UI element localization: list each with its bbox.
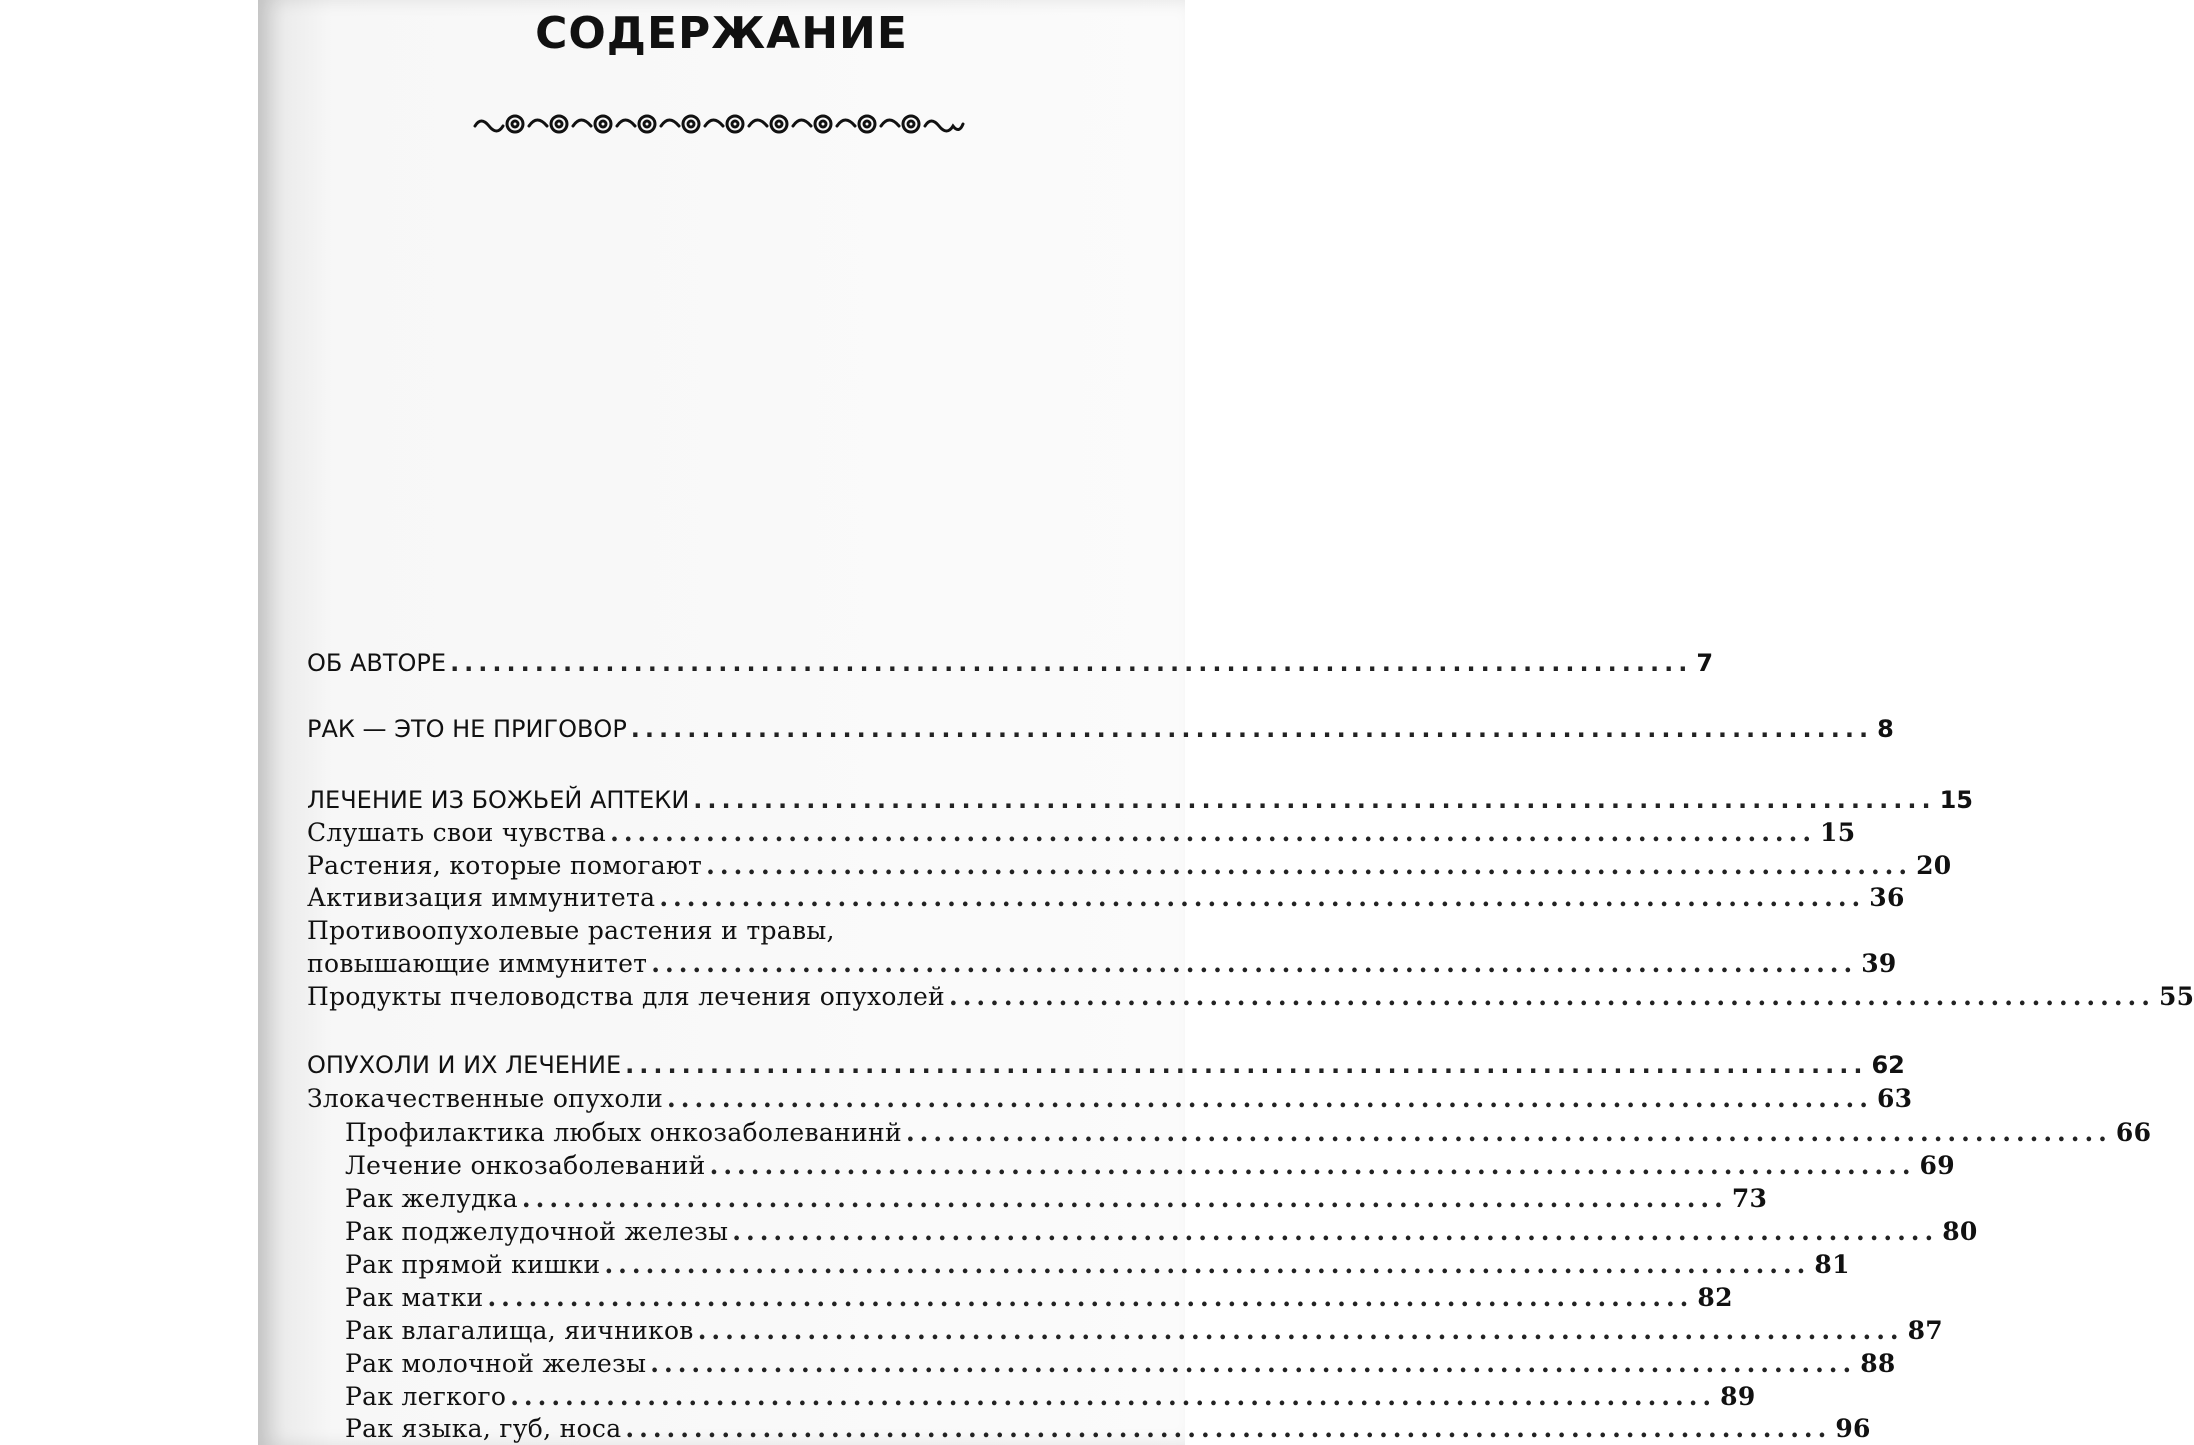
toc-entry-tumors-treatment[interactable]: ОПУХОЛИ И ИХ ЛЕЧЕНИЕ ........................................................................................ 62 (307, 1051, 1905, 1079)
page-title: СОДЕРЖАНИЕ (535, 8, 908, 59)
book-page (258, 0, 2194, 1445)
decorative-ornament (471, 104, 971, 144)
toc-entry-immunity-activation[interactable]: Активизация иммунитета ........................................................................................ 36 (307, 883, 1905, 912)
toc-entry-gods-pharmacy[interactable]: ЛЕЧЕНИЕ ИЗ БОЖЬЕЙ АПТЕКИ ........................................................................................ 15 (307, 786, 1974, 814)
toc-entry-about-author[interactable]: ОБ АВТОРЕ ........................................................................................ 7 (307, 649, 1714, 677)
toc-entry-breast-cancer[interactable]: Рак молочной железы ........................................................................................ 88 (345, 1349, 1896, 1378)
toc-entry-antitumor-plants-line1: Противоопухолевые растения и травы, (307, 916, 835, 945)
toc-entry-uterine-cancer[interactable]: Рак матки ........................................................................................ 82 (345, 1283, 1733, 1312)
toc-entry-rectal-cancer[interactable]: Рак прямой кишки ........................................................................................ 81 (345, 1250, 1850, 1279)
toc-entry-malignant-tumors[interactable]: Злокачественные опухоли ........................................................................................ 63 (307, 1084, 1913, 1113)
toc-entry-prevention[interactable]: Профилактика любых онкозаболеванинй ........................................................................................ 66 (345, 1118, 2152, 1147)
toc-entry-helpful-plants[interactable]: Растения, которые помогают ........................................................................................ 20 (307, 851, 1952, 880)
toc-entry-pancreatic-cancer[interactable]: Рак поджелудочной железы ........................................................................................ 80 (345, 1217, 1978, 1246)
toc-entry-antitumor-plants[interactable]: повышающие иммунитет ........................................................................................ 39 (307, 949, 1897, 978)
toc-entry-vaginal-ovarian-cancer[interactable]: Рак влагалища, яичников ........................................................................................ 87 (345, 1316, 1943, 1345)
toc-entry-listen-feelings[interactable]: Слушать свои чувства ........................................................................................ 15 (307, 818, 1856, 847)
toc-entry-cancer-not-verdict[interactable]: РАК — ЭТО НЕ ПРИГОВОР ........................................................................................ 8 (307, 715, 1894, 743)
toc-entry-stomach-cancer[interactable]: Рак желудка ........................................................................................ 73 (345, 1184, 1768, 1213)
toc-entry-bee-products[interactable]: Продукты пчеловодства для лечения опухолей ........................................................................................ 55 (307, 982, 2194, 1011)
toc-entry-tongue-lips-nose-cancer[interactable]: Рак языка, губ, носа ........................................................................................ 96 (345, 1414, 1871, 1443)
toc-entry-lung-cancer[interactable]: Рак легкого ........................................................................................ 89 (345, 1382, 1756, 1411)
toc-entry-oncology-treatment[interactable]: Лечение онкозаболеваний ........................................................................................ 69 (345, 1151, 1955, 1180)
